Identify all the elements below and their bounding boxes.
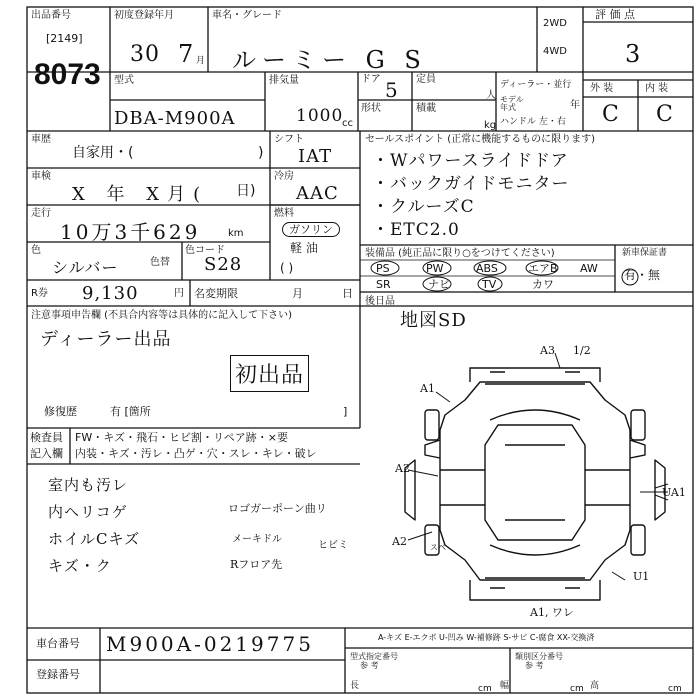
recycle-label: R券 [31,288,48,299]
category-number-ref: 参 考 [525,661,544,670]
warranty-label: 新車保証書 [622,248,668,258]
inspector-side-note: ヒビミ [318,540,348,551]
exterior-grade: C [602,102,620,127]
sales-point-item: ・バックガイドモニター [372,174,570,194]
diagram-mark: A1 [420,382,435,395]
score-label: 評 価 点 [595,8,635,21]
ac-label: 冷房 [274,171,294,182]
capacity-label: 定員 [416,74,436,85]
shape-label: 形状 [361,103,381,114]
equip-leather: カワ [532,278,554,291]
repair-label: 修復歴 [44,405,77,418]
lot-number-label: 出品番号 [31,10,71,21]
chassis-value: M900A-0219775 [106,632,314,656]
load-label: 積載 [416,103,436,114]
inspector-comment: 内ヘリコゲ [48,503,128,521]
diagram-mark: UA1 [662,486,686,499]
inspector-comment: キズ・ク [48,557,112,575]
fuel-gasoline: ガソリン [282,222,340,237]
height-label: 高 [590,681,600,691]
handle-label: ハンドル 左・右 [500,117,566,127]
name-change-label: 名変期限 [194,287,238,300]
car-name-value: ルーミー G S [232,46,427,74]
equip-airbag: エアB [528,262,558,275]
chassis-label: 車台番号 [36,637,80,650]
interior-label: 内 装 [645,83,669,94]
doors-label: ドア [361,74,381,85]
capacity-unit: 人 [486,90,496,101]
color-label: 色 [31,245,41,256]
ac-value: AAC [296,183,339,204]
diagram-mark: 1/2 [573,344,591,357]
fuel-label: 燃料 [274,208,294,219]
exterior-label: 外 装 [590,83,614,94]
first-registration-label: 初度登録年月 [114,10,174,21]
inspector-row-1: FW・キズ・飛石・ヒビ割・リペア跡・×要 [75,431,288,444]
inspection-label: 車検 [31,171,51,182]
doors-value: 5 [385,78,399,102]
lot-number-bracket: [2149] [46,32,83,45]
inspector-side-note: Rフロア先 [230,558,283,571]
spec-number-ref: 参 考 [360,661,379,670]
inspector-side-note: ロゴガーポーン曲リ [228,502,327,515]
dealer-label: ディーラー・並行 [500,80,572,90]
diagram-mark: A2 [392,535,407,548]
inspector-side-note: メーキドル [232,534,282,545]
load-unit: kg [484,120,497,131]
diagram-mark: スペ [430,543,446,552]
repair-value: 有 [箇所 [110,405,151,418]
spec-number-label: 型式指定番号 [350,652,398,661]
sales-point-item: ・Wパワースライドドア [372,151,569,171]
damage-legend: A-キズ E-エクボ U-凹み W-補修跡 S-サビ C-腐食 XX-交換済 [378,633,595,642]
mileage-value: 10万3千629 [60,220,201,244]
lot-number-big: 8073 [34,58,101,91]
repair-close: ] [343,405,348,418]
sales-point-item: ・ETC2.0 [372,220,460,240]
equip-pw: PW [426,262,444,275]
usage-label: 車歴 [31,134,51,145]
first-listing-stamp: 初出品 [230,355,309,392]
inspector-comment: ホイルCキズ [48,530,141,548]
inspector-comment: 室内も汚レ [48,476,129,494]
equip-sr: SR [376,278,391,291]
registration-label: 登録番号 [36,668,80,681]
color-value: シルバー [52,258,119,277]
first-registration-month-unit: 月 [196,56,206,66]
aftermarket-label: 後日品 [365,296,395,307]
drive-4wd: 4WD [543,46,567,57]
first-registration-year: 30 [130,42,160,67]
model-year-unit: 年 [570,100,580,111]
diagram-mark: A3 [540,344,555,357]
length-label: 長 [350,681,360,691]
diagram-mark: A2 [395,462,410,475]
drive-2wd: 2WD [543,18,567,29]
color-change-label: 色替 [150,257,170,268]
fuel-paren: ( ) [280,261,294,275]
shift-label: シフト [274,134,304,145]
color-code-value: S28 [204,254,243,275]
equipment-title: 装備品 (純正品に限り○をつけてください) [365,248,555,259]
displacement-unit: cc [342,118,353,129]
mileage-label: 走行 [31,208,51,219]
inspector-comments [48,472,248,580]
equip-abs: ABS [476,262,498,275]
notes-title: 注意事項申告欄 (不具合内容等は具体的に記入して下さい) [31,310,292,321]
width-unit: cm [570,684,584,694]
inspector-row-2: 内装・キズ・汚レ・凸ゲ・穴・スレ・キレ・破レ [75,447,317,460]
usage-close: ) [258,145,264,161]
equip-navi: ナビ [428,278,450,291]
shift-value: IAT [298,146,333,167]
first-registration-month: 7 [178,40,195,68]
mileage-unit: km [228,228,244,239]
inspection-day: 日) [236,183,256,199]
diagram-mark: A1, ワレ [530,606,574,619]
notes-text: ディーラー出品 [40,329,172,350]
color-code-label: 色コード [185,245,225,256]
sales-point-item: ・クルーズC [372,197,475,217]
warranty-value: 有・無 [624,268,661,282]
equip-tv: TV [482,278,497,291]
fuel-diesel: 軽 油 [290,241,318,255]
equip-aw: AW [580,262,598,275]
usage-value: 自家用・( [72,145,134,161]
interior-grade: C [656,102,674,127]
score-value: 3 [625,40,642,68]
equip-ps: PS [376,262,390,275]
length-unit: cm [478,684,492,694]
diagram-mark: U1 [633,570,650,583]
inspection-value: X 年 X月( [72,184,209,205]
car-name-label: 車名・グレード [212,10,282,21]
displacement-label: 排気量 [269,75,299,86]
width-label: 幅 [500,681,510,691]
name-change-day: 日 [342,287,353,300]
recycle-yen: 円 [174,288,184,299]
displacement-value: 1000 [296,106,344,126]
name-change-month: 月 [292,287,303,300]
inspector-label-2: 記入欄 [30,447,63,460]
height-unit: cm [668,684,682,694]
model-label: 型式 [114,75,134,86]
aftermarket-value: 地図SD [400,310,467,331]
category-number-label: 類別区分番号 [515,652,563,661]
recycle-value: 9,130 [82,283,139,304]
model-year-label: モデル 年式 [500,95,524,112]
sales-points-title: セールスポイント (正常に機能するものに限ります) [365,134,596,145]
inspector-label: 検査員 [30,431,63,444]
model-value: DBA-M900A [114,108,236,129]
